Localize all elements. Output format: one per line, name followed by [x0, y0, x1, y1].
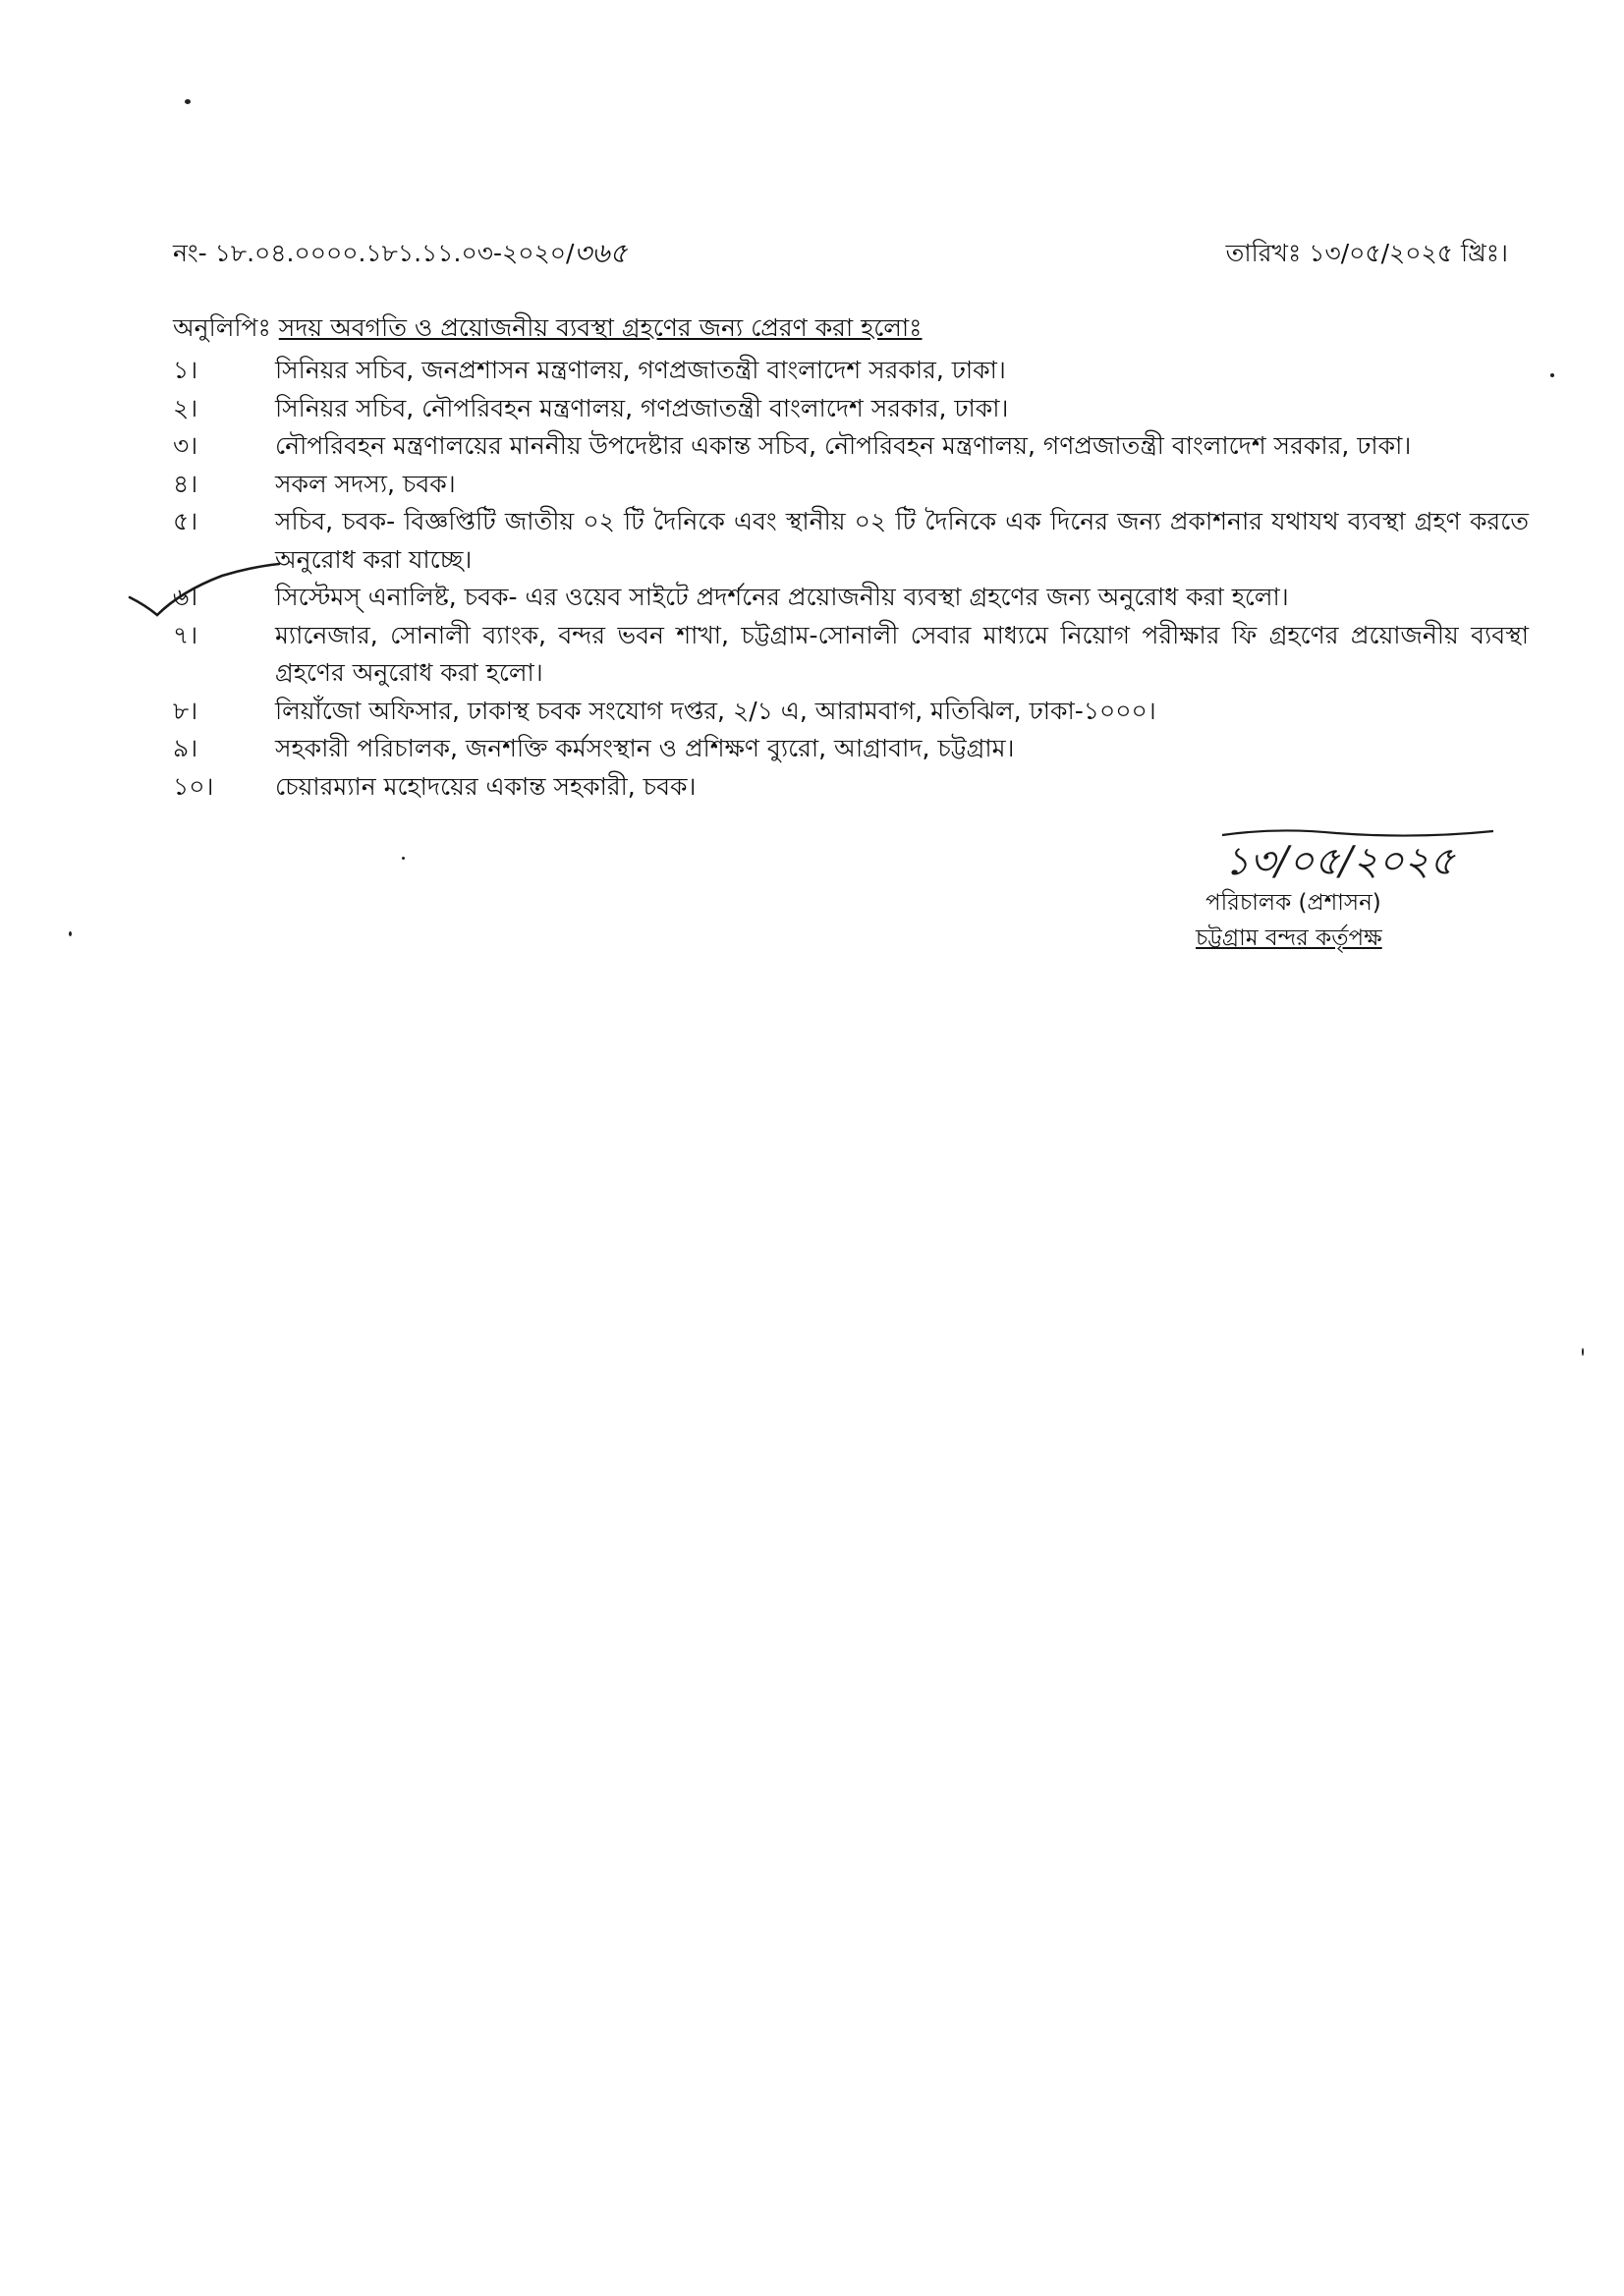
signature-date-text: ১৩/০৫/২০২৫	[1224, 839, 1455, 884]
scan-speck	[185, 99, 191, 104]
item-number: ৯।	[173, 734, 198, 762]
scan-speck	[1582, 1348, 1584, 1356]
list-item	[173, 466, 1529, 504]
copy-to-purpose: সদয় অবগতি ও প্রয়োজনীয় ব্যবস্থা গ্রহণের জন্য প্রেরণ করা হলোঃ	[278, 313, 923, 342]
list-item	[173, 352, 1529, 390]
copy-to-label: অনুলিপিঃ	[173, 313, 271, 342]
list-item	[173, 579, 1529, 617]
item-text: ম্যানেজার, সোনালী ব্যাংক, বন্দর ভবন শাখা, চট্টগ্রাম-সোনালী সেবার মাধ্যমে নিয়োগ পরীক্ষার ফি গ্রহণের প্রয়োজনীয় ব্যবস্থা গ্রহণের অনুরোধ করা হলো।	[275, 620, 1529, 687]
item-text: সিস্টেমস্ এনালিষ্ট, চবক- এর ওয়েব সাইটে প্রদর্শনের প্রয়োজনীয় ব্যবস্থা গ্রহণের জন্য অনুরোধ করা হলো।	[275, 583, 1289, 611]
item-number: ৪।	[173, 469, 198, 498]
reference-line	[173, 236, 1508, 271]
list-item	[173, 693, 1529, 731]
item-text: লিয়াঁজো অফিসার, ঢাকাস্থ চবক সংযোগ দপ্তর, ২/১ এ, আরামবাগ, মতিঝিল, ঢাকা-১০০০।	[275, 696, 1156, 725]
list-item	[173, 768, 1529, 807]
copy-to-heading	[173, 310, 1529, 346]
item-text: সিনিয়র সচিব, জনপ্রশাসন মন্ত্রণালয়, গণপ্রজাতন্ত্রী বাংলাদেশ সরকার, ঢাকা।	[275, 356, 1006, 384]
list-item	[173, 617, 1529, 693]
signatory-organization: চট্টগ্রাম বন্দর কর্তৃপক্ষ	[1196, 925, 1382, 951]
item-number: ১।	[173, 356, 198, 384]
item-number: ৩।	[173, 431, 198, 460]
item-number: ৬।	[173, 583, 198, 611]
scan-speck	[1550, 373, 1554, 377]
copy-to-list	[173, 352, 1529, 806]
item-number: ১০।	[173, 771, 214, 801]
handwritten-signature-date	[1218, 825, 1503, 888]
item-text: সচিব, চবক- বিজ্ঞপ্তিটি জাতীয় ০২ টি দৈনিকে এবং স্থানীয় ০২ টি দৈনিকে এক দিনের জন্য প্রকাশনার যথাযথ ব্যবস্থা গ্রহণ করতে অনুরোধ করা যাচ্ছে।	[275, 507, 1529, 574]
handwritten-memo-suffix: ৩৬৫	[574, 237, 628, 269]
item-text: সকল সদস্য, চবক।	[275, 469, 456, 498]
list-item	[173, 427, 1529, 466]
item-text: নৌপরিবহন মন্ত্রণালয়ের মাননীয় উপদেষ্টার একান্ত সচিব, নৌপরিবহন মন্ত্রণালয়, গণপ্রজাতন্ত্রী বাংলাদেশ সরকার, ঢাকা।	[275, 431, 1412, 460]
signatory-designation: পরিচালক (প্রশাসন)	[1205, 890, 1381, 916]
memo-number: নং- ১৮.০৪.০০০০.১৮১.১১.০৩-২০২০/	[173, 239, 575, 267]
item-text: চেয়ারম্যান মহোদয়ের একান্ত সহকারী, চবক।	[275, 771, 697, 801]
list-item	[173, 390, 1529, 428]
item-text: সিনিয়র সচিব, নৌপরিবহন মন্ত্রণালয়, গণপ্রজাতন্ত্রী বাংলাদেশ সরকার, ঢাকা।	[275, 393, 1009, 422]
copy-to-section	[173, 310, 1529, 806]
list-item	[173, 730, 1529, 768]
item-number: ৭।	[173, 620, 198, 649]
list-item	[173, 503, 1529, 579]
memo-date: তারিখঃ ১৩/০৫/২০২৫ খ্রিঃ।	[1225, 239, 1508, 267]
item-number: ২।	[173, 393, 198, 422]
scan-speck	[402, 857, 405, 860]
handwritten-tick-mark	[124, 558, 281, 627]
item-number: ৫।	[173, 507, 198, 535]
item-text: সহকারী পরিচালক, জনশক্তি কর্মসংস্থান ও প্রশিক্ষণ ব্যুরো, আগ্রাবাদ, চট্টগ্রাম।	[275, 734, 1015, 762]
item-number: ৮।	[173, 696, 198, 725]
scan-speck	[69, 931, 72, 936]
